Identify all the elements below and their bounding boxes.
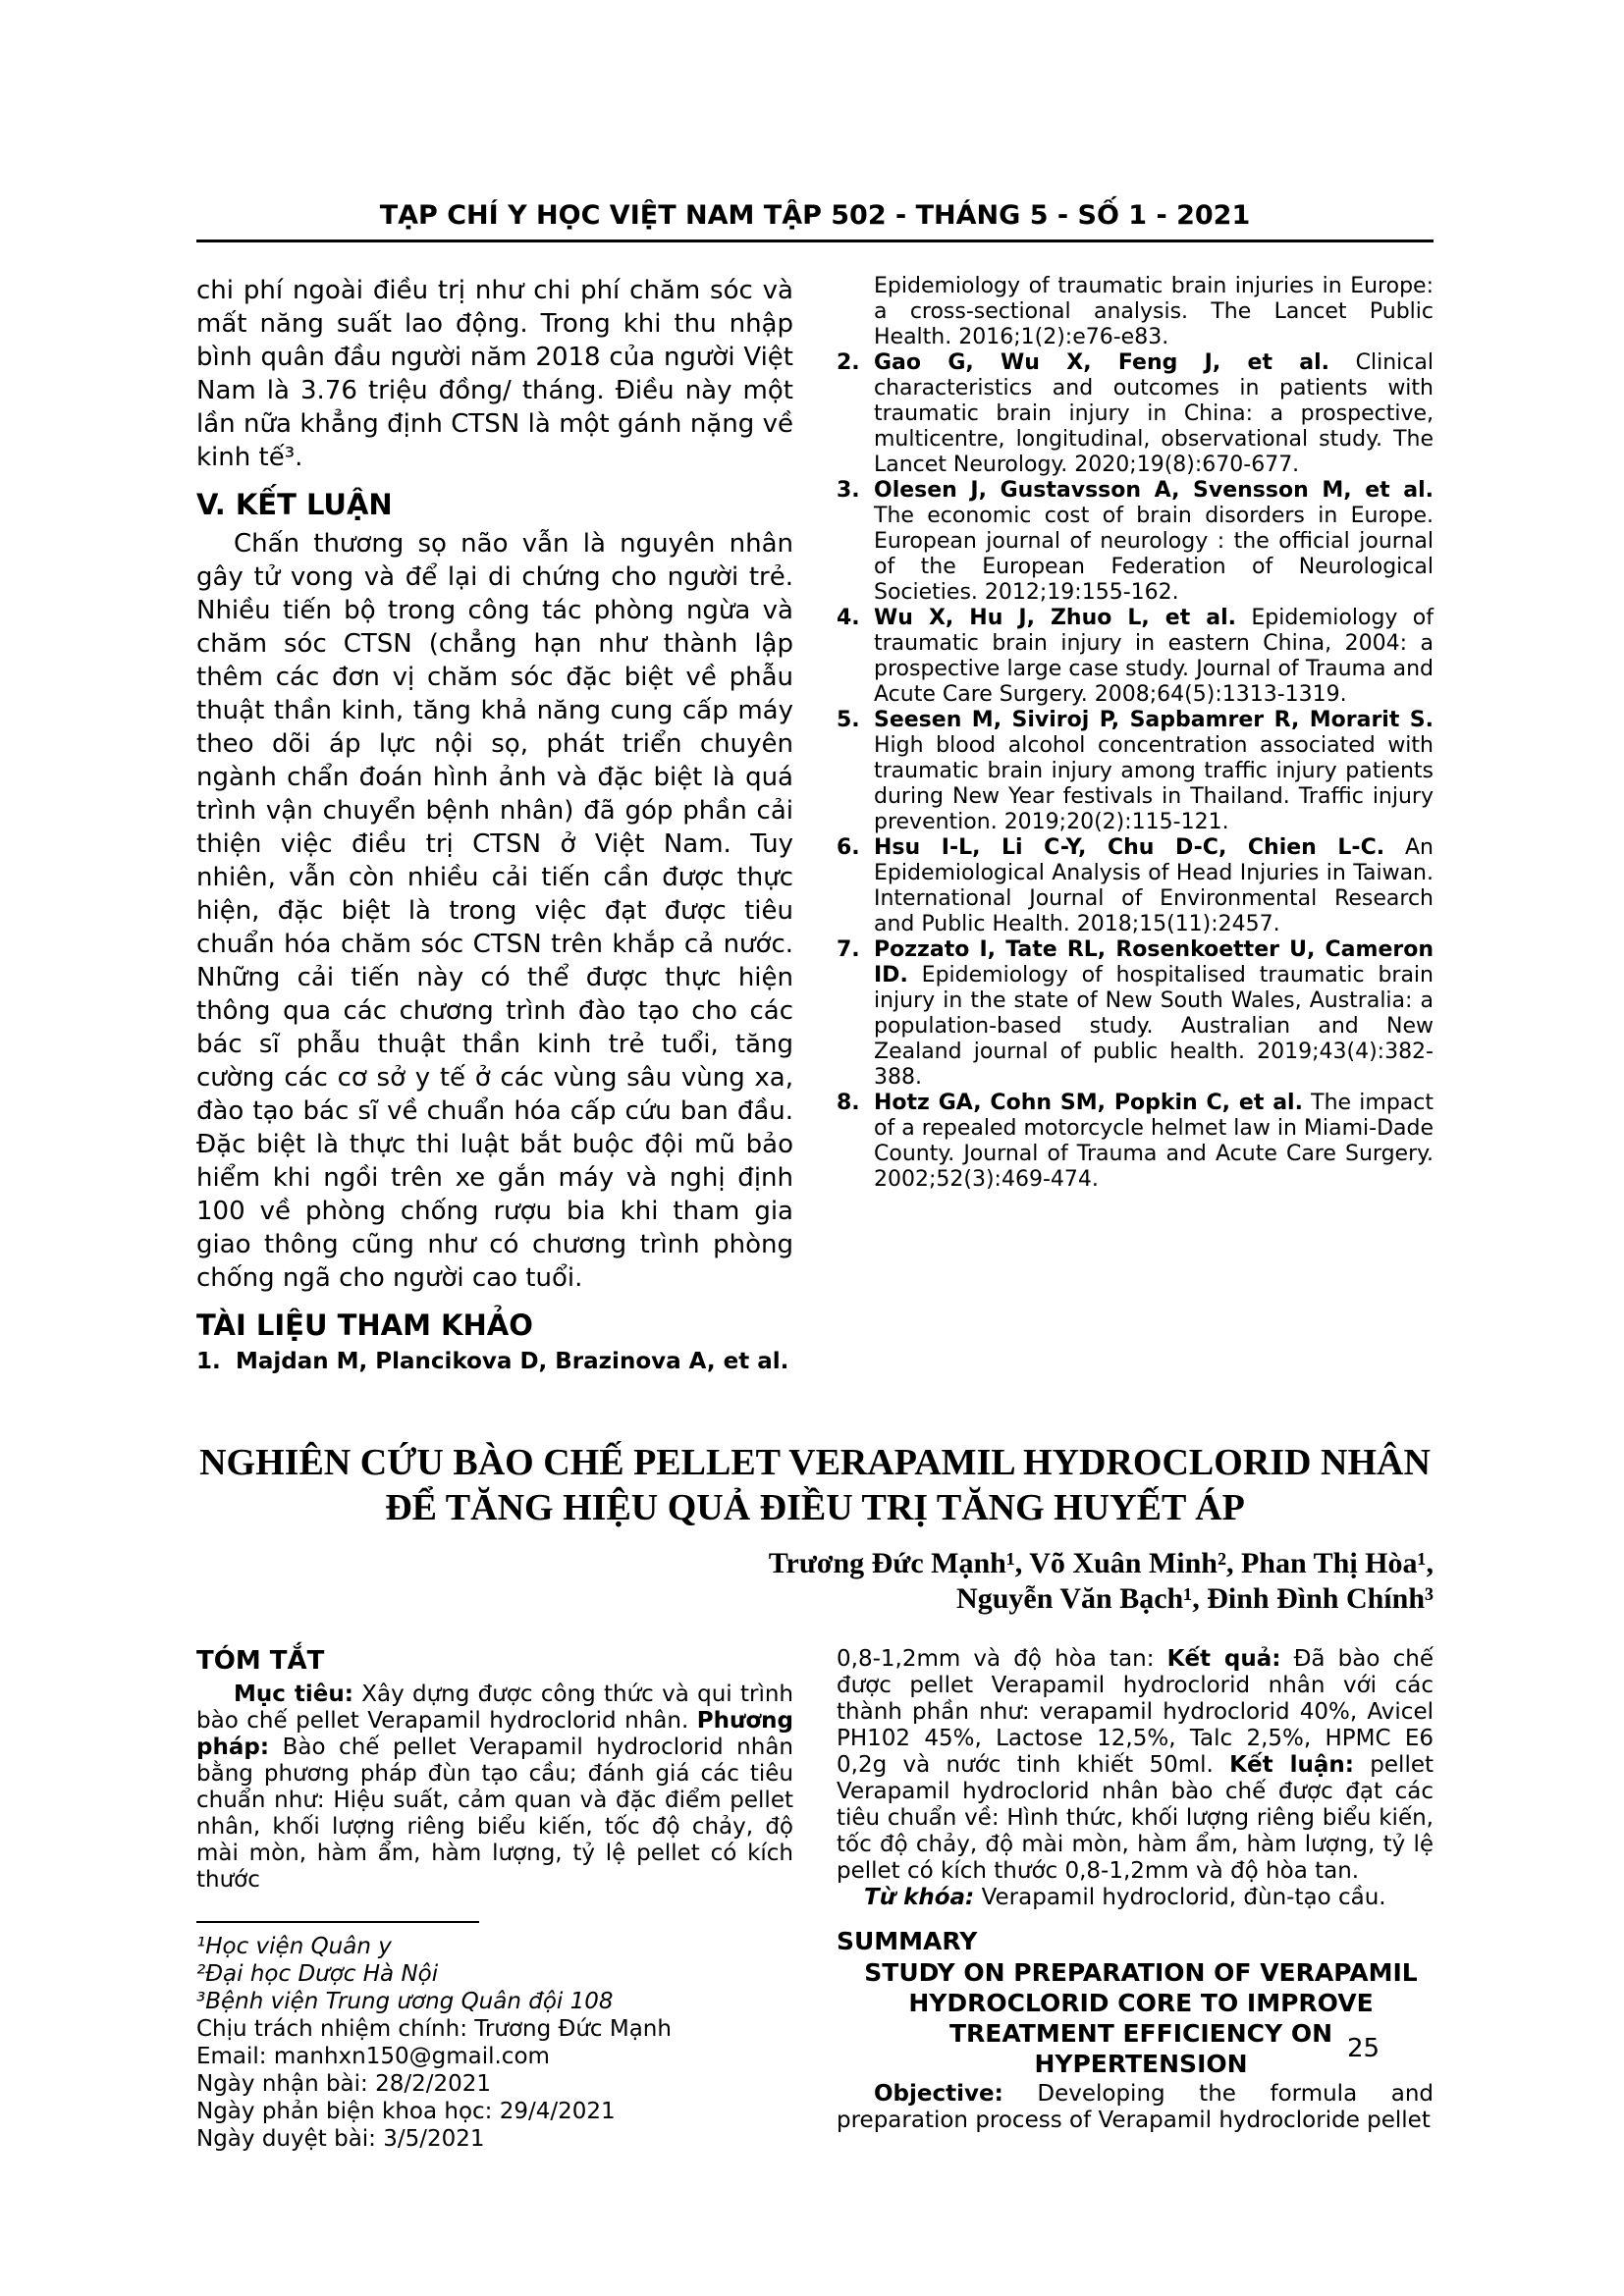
reference-authors: Pozzato I, Tate RL, Rosenkoetter U, Cameron ID. (874, 937, 1434, 988)
reference-authors: Hsu I-L, Li C-Y, Chu D-C, Chien L-C. (874, 835, 1385, 860)
references-heading: TÀI LIỆU THAM KHẢO (196, 1308, 533, 1342)
affiliation-3: ³Bệnh viện Trung ương Quân đội 108 (196, 1989, 614, 2014)
reference-item (837, 1091, 1434, 1193)
reference-authors: Hotz GA, Cohn SM, Popkin C, et al. (874, 1091, 1303, 1115)
conclusion-paragraph: Chấn thương sọ não vẫn là nguyên nhân gây tử vong và để lại di chứng cho người trẻ. Nhiều tiến bộ trong công tác phòng ngừa và chăm sóc CTSN (chẳng hạn như thành lập thêm các đơn vị chăm sóc đặc biệt về phẫu thuật thần kinh, tăng khả năng cung cấp máy theo dõi áp lực nội sọ, phát triển chuyên ngành chẩn đoán hình ảnh và đặc biệt là quá trình vận chuyển bệnh nhân) đã góp phần cải thiện việc điều trị CTSN ở Việt Nam. Tuy nhiên, vẫn còn nhiều cải tiến cần được thực hiện, đặc biệt là trong việc đạt được tiêu chuẩn hóa chăm sóc CTSN trên khắp cả nước. Những cải tiến này có thể được thực hiện thông qua các chương trình đào tạo cho các bác sĩ phẫu thuật thần kinh trẻ tuổi, tăng cường các cơ sở y tế ở các vùng sâu vùng xa, đào tạo bác sĩ về chuẩn hóa cấp cứu ban đầu. Đặc biệt là thực thi luật bắt buộc đội mũ bảo hiểm khi ngồi trên xe gắn máy và nghị định 100 về phòng chống rượu bia khi tham gia giao thông cũng như có chương trình phòng chống ngã cho người cao tuổi. (196, 529, 793, 1293)
reference-authors: Seesen M, Siviroj P, Sapbamrer R, Morarit S. (874, 708, 1434, 732)
objective-en-text: Developing the formula and preparation process of Verapamil hydrocloride pellet (837, 2081, 1434, 2133)
reference-number: 3. (837, 478, 860, 503)
journal-header: TẠP CHÍ Y HỌC VIỆT NAM TẬP 502 - THÁNG 5 - SỐ 1 - 2021 (196, 200, 1434, 242)
abstract-text: Xây dựng được công thức và qui trình bào chế pellet Verapamil hydroclorid nhân. (196, 1682, 793, 1734)
reference-number: 4. (837, 606, 860, 630)
article2-title-line2: ĐỂ TĂNG HIỆU QUẢ ĐIỀU TRỊ TĂNG HUYẾT ÁP (385, 1487, 1245, 1528)
reference-number: 5. (837, 708, 860, 732)
abstract-paragraph-right (837, 1646, 1434, 1885)
reference-text: High blood alcohol concentration associated with traumatic brain injury among traffic injury patients during New Year festivals in Thailand. Traffic injury prevention. 2019;20(2):115-121. (874, 733, 1434, 834)
reference-authors: Wu X, Hu J, Zhuo L, et al. (874, 606, 1237, 630)
reference-text: The economic cost of brain disorders in Europe. European journal of neurology : the official journal of the European Federation of Neurological Societies. 2012;19:155-162. (874, 504, 1434, 605)
reference-number: 8. (837, 1091, 860, 1115)
abstract-text: Đã bào chế được pellet Verapamil hydroclorid nhân với các thành phần như: verapamil hydroclorid 40%, Avicel PH102 45%, Lactose 12,5%, Talc 2,5%, HPMC E6 0,2g và nước tinh khiết 50ml. (837, 1646, 1434, 1778)
reference-item (837, 937, 1434, 1091)
reference-item (837, 708, 1434, 835)
reference-number: 2. (837, 350, 860, 375)
article1-columns (196, 274, 1434, 1375)
summary-objective-paragraph (837, 2081, 1434, 2134)
reference-authors: Gao G, Wu X, Feng J, et al. (874, 350, 1330, 375)
intro-paragraph: chi phí ngoài điều trị như chi phí chăm sóc và mất năng suất lao động. Trong khi thu nhập bình quân đầu người năm 2018 của người Việt Nam là 3.76 triệu đồng/ tháng. Điều này một lần nữa khẳng định CTSN là một gánh nặng về kinh tế³. (196, 276, 793, 472)
reference-text: An Epidemiological Analysis of Head Injuries in Taiwan. International Journal of Environmental Research and Public Health. 2018;15(11):2457. (874, 835, 1434, 936)
email-line: Email: manhxn150@gmail.com (196, 2044, 550, 2069)
reference-authors: Majdan M, Plancikova D, Brazinova A, et al. (236, 1349, 789, 1374)
article2-left-column (196, 1646, 793, 2153)
abstract-text: 0,8-1,2mm và độ hòa tan: (837, 1646, 1167, 1672)
reference-text: Epidemiology of hospitalised traumatic brain injury in the state of New South Wales, Australia: a population-based study. Australian and New Zealand journal of public health. 2019;43(4):382-388. (874, 963, 1434, 1090)
objective-en-label: Objective: (874, 2081, 1003, 2107)
objective-label: Mục tiêu: (234, 1682, 353, 1707)
authors-line2: Nguyễn Văn Bạch¹, Đinh Đình Chính³ (956, 1582, 1434, 1615)
received-date-line: Ngày nhận bài: 28/2/2021 (196, 2071, 492, 2097)
keywords-label: Từ khóa: (864, 1885, 975, 1910)
reference-1-continuation: Epidemiology of traumatic brain injuries in Europe: a cross-sectional analysis. The Lancet Public Health. 2016;1(2):e76-e83. (874, 274, 1434, 349)
reference-text: Epidemiology of traumatic brain injury in eastern China, 2004: a prospective large case study. Journal of Trauma and Acute Care Surgery. 2008;64(5):1313-1319. (874, 606, 1434, 707)
footnote-block (196, 1921, 793, 2153)
reference-number: 1. (196, 1349, 221, 1374)
methods-label: Phương pháp: (196, 1708, 793, 1760)
footnote-divider (196, 1921, 479, 1923)
reference-number: 6. (837, 835, 860, 860)
summary-title: STUDY ON PREPARATION OF VERAPAMIL HYDROCLORID CORE TO IMPROVE TREATMENT EFFICIENCY ON HYPERTENSION (864, 1958, 1418, 2078)
abstract-text: pellet Verapamil hydroclorid nhân bào chế được đạt các tiêu chuẩn về: Hình thức, khối lượng riêng biểu kiến, tốc độ chảy, độ mài mòn, hàm ẩm, hàm lượng, tỷ lệ pellet có kích thước 0,8-1,2mm và độ hòa tan. (837, 1752, 1435, 1884)
abstract-paragraph-left (196, 1682, 793, 1894)
abstract-heading: TÓM TẮT (196, 1646, 325, 1676)
abstract-text: Bào chế pellet Verapamil hydroclorid nhân bằng phương pháp đùn tạo cầu; đánh giá các tiêu chuẩn như: Hiệu suất, cảm quan và đặc điểm pellet nhân, khối lượng riêng biểu kiến, tốc độ chảy, độ mài mòn, hàm ẩm, hàm lượng, tỷ lệ pellet có kích thước (196, 1735, 793, 1893)
reference-text: The impact of a repealed motorcycle helmet law in Miami-Dade County. Journal of Trauma and Acute Care Surgery. 2002;52(3):469-474. (874, 1091, 1434, 1192)
summary-heading: SUMMARY (837, 1927, 978, 1955)
authors-line1: Trương Đức Mạnh¹, Võ Xuân Minh², Phan Thị Hòa¹, (768, 1547, 1434, 1579)
reviewed-date-line: Ngày phản biện khoa học: 29/4/2021 (196, 2099, 616, 2124)
reference-number: 7. (837, 937, 860, 962)
summary-block (837, 1927, 1434, 2134)
affiliation-1: ¹Học viện Quân y (196, 1934, 392, 1959)
keywords-line (837, 1885, 1434, 1911)
page-content (196, 0, 1434, 2153)
article2-title-line1: NGHIÊN CỨU BÀO CHẾ PELLET VERAPAMIL HYDROCLORID NHÂN (199, 1442, 1431, 1483)
article1-left-column (196, 274, 793, 1375)
article2-right-column (837, 1646, 1434, 2153)
article2-title (196, 1440, 1434, 1530)
keywords-text: Verapamil hydroclorid, đùn-tạo cầu. (974, 1885, 1386, 1910)
reference-item (837, 478, 1434, 606)
accepted-date-line: Ngày duyệt bài: 3/5/2021 (196, 2126, 485, 2152)
reference-item (837, 350, 1434, 478)
results-label: Kết quả: (1166, 1646, 1281, 1672)
page-number: 25 (1347, 2034, 1380, 2063)
reference-authors: Olesen J, Gustavsson A, Svensson M, et al. (874, 478, 1434, 503)
reference-item (837, 835, 1434, 937)
reference-text: Clinical characteristics and outcomes in patients with traumatic brain injury in China: a prospective, multicentre, longitudinal, observational study. The Lancet Neurology. 2020;19(8):670-677. (874, 350, 1434, 477)
responsible-author-line: Chịu trách nhiệm chính: Trương Đức Mạnh (196, 2016, 672, 2042)
article2-columns (196, 1646, 1434, 2153)
affiliation-2: ²Đại học Dược Hà Nội (196, 1961, 439, 1987)
reference-item (837, 606, 1434, 708)
conclusion-heading: V. KẾT LUẬN (196, 488, 393, 521)
reference-1-lead (196, 1348, 793, 1375)
article1-right-column (837, 274, 1434, 1375)
article2-authors (196, 1546, 1434, 1617)
conclusion-label: Kết luận: (1229, 1752, 1354, 1778)
